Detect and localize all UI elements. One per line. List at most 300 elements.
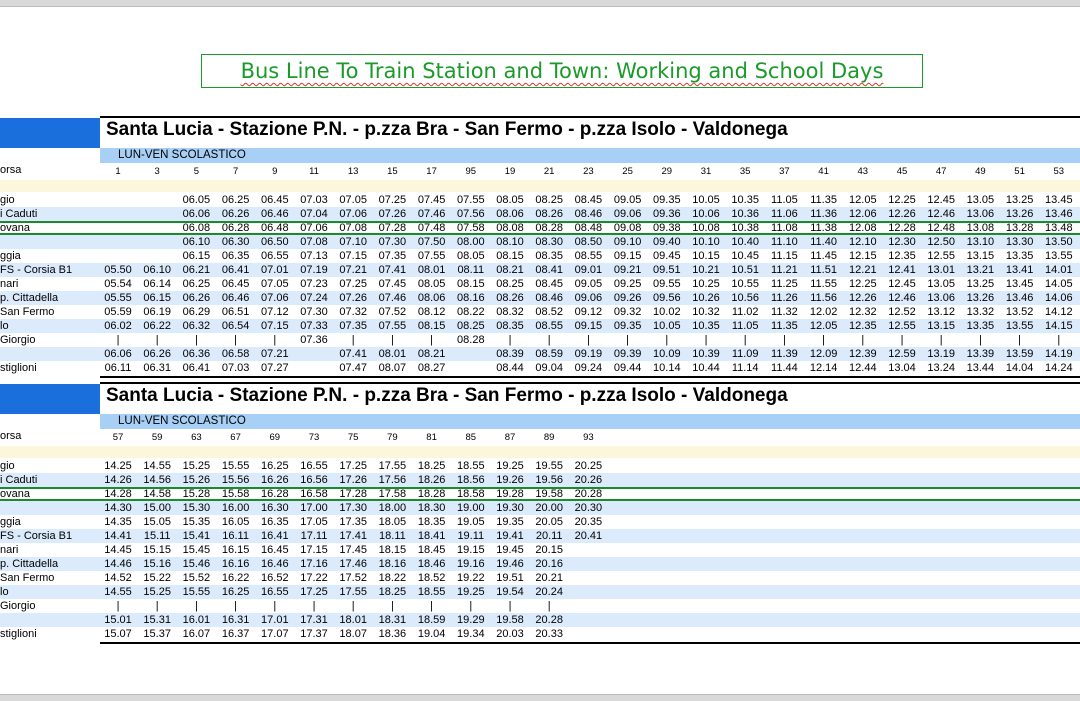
departure-time: 17.55 (339, 586, 367, 598)
departure-time: 20.41 (574, 530, 603, 542)
departure-time: 20.35 (574, 516, 603, 528)
stop-row (0, 501, 1080, 515)
departure-time: 13.41 (1005, 264, 1034, 276)
departure-time: 09.55 (653, 278, 681, 290)
departure-time: 20.15 (535, 544, 563, 556)
departure-time: 07.47 (339, 362, 367, 374)
departure-time: 07.25 (378, 194, 407, 206)
departure-time: 07.23 (300, 278, 328, 290)
departure-time: 16.30 (261, 502, 289, 514)
schedule-type-label: LUN-VEN SCOLASTICO (118, 415, 246, 427)
departure-time: 13.26 (1005, 208, 1034, 220)
departure-time: 06.51 (221, 306, 250, 318)
departure-time: 13.32 (966, 306, 995, 318)
departure-time: 17.00 (300, 502, 328, 514)
departure-time: 17.55 (378, 460, 407, 472)
stop-row (0, 487, 1080, 501)
departure-time: 06.55 (261, 250, 289, 262)
departure-time: 06.06 (182, 208, 211, 220)
departure-time: 20.28 (535, 614, 563, 626)
departure-time: 18.22 (378, 572, 407, 584)
panel-corner-block (0, 118, 100, 148)
departure-time: 12.52 (888, 306, 916, 318)
departure-time: 12.50 (927, 236, 955, 248)
departure-time: | (116, 600, 120, 612)
departure-time: 07.28 (378, 222, 407, 234)
run-number: 9 (272, 166, 278, 177)
departure-time: 09.10 (613, 236, 642, 248)
departure-time: 11.02 (731, 306, 759, 318)
departure-time: 06.21 (182, 264, 211, 276)
run-number: 41 (818, 166, 829, 177)
departure-time: | (978, 334, 982, 346)
departure-time: 16.31 (221, 614, 250, 626)
departure-time: 15.25 (182, 460, 211, 472)
departure-time: | (312, 600, 316, 612)
run-number: 47 (935, 166, 947, 177)
departure-time: 10.06 (692, 208, 720, 220)
departure-time: 14.04 (1005, 362, 1034, 374)
stop-row (0, 361, 1080, 375)
departure-time: 15.58 (221, 488, 250, 500)
departure-time: 15.25 (143, 586, 171, 598)
departure-time: 08.06 (496, 208, 524, 220)
departure-time: 07.41 (378, 264, 407, 276)
departure-time: 16.05 (221, 516, 250, 528)
run-number: 25 (622, 166, 633, 177)
departure-time: 20.11 (535, 530, 563, 542)
departure-time: 06.26 (143, 348, 171, 360)
stop-name: p. Cittadella (0, 558, 59, 570)
departure-time: 08.55 (574, 250, 603, 262)
departure-time: 19.25 (457, 586, 485, 598)
stop-name: Giorgio (0, 334, 36, 346)
departure-time: 06.05 (182, 194, 211, 206)
departure-time: 18.55 (457, 460, 485, 472)
departure-time: 14.15 (1045, 320, 1073, 332)
departure-time: 16.11 (222, 530, 249, 542)
departure-time: 10.32 (692, 306, 720, 318)
departure-time: 14.56 (143, 474, 171, 486)
departure-time: 08.26 (535, 208, 563, 220)
departure-time: 08.06 (417, 292, 446, 304)
departure-time: 19.00 (457, 502, 485, 514)
departure-time: 08.01 (417, 264, 446, 276)
departure-time: 07.45 (417, 194, 446, 206)
departure-time: 11.51 (810, 264, 837, 276)
stop-name: gio (0, 194, 15, 206)
departure-time: 07.03 (300, 194, 328, 206)
departure-time: 08.45 (535, 278, 563, 290)
departure-time: 09.32 (613, 306, 642, 318)
departure-time: 06.46 (221, 292, 250, 304)
departure-time: 06.02 (104, 320, 132, 332)
run-number: 7 (232, 166, 239, 177)
departure-time: 17.37 (300, 628, 328, 640)
departure-time: 12.21 (849, 264, 877, 276)
departure-time: 08.25 (496, 278, 524, 290)
departure-time: 07.04 (300, 208, 328, 220)
departure-time: 06.58 (221, 348, 250, 360)
window-top-border (0, 0, 1080, 7)
departure-time: 11.25 (771, 278, 798, 290)
stop-row (0, 291, 1080, 305)
departure-time: 17.31 (300, 614, 328, 626)
departure-time: | (155, 334, 159, 346)
departure-time: | (900, 334, 904, 346)
stop-row (0, 613, 1080, 627)
departure-time: 10.35 (692, 320, 720, 332)
departure-time: 17.26 (339, 474, 367, 486)
departure-time: 10.05 (692, 194, 720, 206)
stop-name: gio (0, 460, 15, 472)
departure-time: 13.45 (1045, 194, 1073, 206)
departure-time: 15.55 (182, 586, 211, 598)
departure-time: 08.22 (457, 306, 485, 318)
run-number: 79 (387, 432, 398, 443)
departure-time: 20.05 (535, 516, 563, 528)
departure-time: 17.46 (339, 558, 367, 570)
departure-time: 11.32 (771, 306, 798, 318)
run-number: 51 (1014, 166, 1025, 177)
run-header-label: orsa (0, 164, 22, 176)
departure-time: 20.21 (535, 572, 563, 584)
departure-time: 06.26 (182, 292, 211, 304)
departure-time: 15.30 (182, 502, 211, 514)
departure-time: 11.06 (771, 208, 798, 220)
departure-time: 15.35 (182, 516, 211, 528)
stop-row (0, 515, 1080, 529)
departure-time: 13.50 (1045, 236, 1073, 248)
departure-time: 08.46 (535, 292, 563, 304)
departure-time: | (234, 334, 238, 346)
departure-time: 18.35 (417, 516, 446, 528)
departure-time: 10.44 (692, 362, 720, 374)
departure-time: 15.11 (143, 530, 171, 542)
departure-time: 16.22 (221, 572, 250, 584)
departure-time: 09.12 (574, 306, 603, 318)
run-number: 85 (465, 432, 477, 443)
departure-time: | (626, 334, 630, 346)
departure-time: 11.09 (731, 348, 759, 360)
departure-time: 07.33 (300, 320, 328, 332)
departure-time: 11.56 (810, 292, 837, 304)
stop-row (0, 333, 1080, 347)
departure-time: 09.15 (613, 250, 642, 262)
departure-time: 11.14 (731, 362, 759, 374)
departure-time: 05.50 (104, 264, 132, 276)
departure-time: 13.05 (927, 278, 955, 290)
departure-time: 15.01 (104, 614, 132, 626)
run-number: 17 (426, 166, 437, 177)
departure-time: 07.55 (457, 194, 485, 206)
departure-time: 11.26 (771, 292, 798, 304)
panel-title: Santa Lucia - Stazione P.N. - p.zza Bra - San Fermo - p.zza Isolo - Valdonega (106, 119, 788, 140)
timetable-panel-1 (0, 116, 1080, 378)
departure-time: 07.30 (300, 306, 328, 318)
departure-time: 12.26 (849, 292, 877, 304)
departure-time: 13.35 (1005, 250, 1034, 262)
departure-time: 07.48 (417, 222, 446, 234)
departure-time: 12.46 (888, 292, 916, 304)
departure-time: 16.52 (261, 572, 289, 584)
departure-time: 16.01 (182, 614, 211, 626)
departure-time: 12.45 (927, 194, 955, 206)
departure-time: | (547, 334, 551, 346)
departure-time: 08.15 (496, 250, 524, 262)
departure-time: 08.08 (496, 222, 524, 234)
departure-time: 08.25 (535, 194, 563, 206)
departure-time: 18.26 (417, 474, 446, 486)
departure-time: 14.19 (1045, 348, 1073, 360)
departure-time: 18.11 (379, 530, 406, 542)
departure-time: 19.16 (457, 558, 485, 570)
departure-time: 16.35 (261, 516, 289, 528)
departure-time: 17.07 (261, 628, 289, 640)
departure-time: 13.55 (1045, 250, 1073, 262)
departure-time: 12.10 (849, 236, 877, 248)
stop-name: ovana (0, 488, 30, 500)
departure-time: | (1018, 334, 1022, 346)
departure-time: 10.15 (692, 250, 720, 262)
departure-time: 07.55 (417, 250, 446, 262)
departure-time: 09.35 (613, 320, 642, 332)
header-spacer-band (0, 446, 1080, 458)
departure-time: 11.15 (771, 250, 798, 262)
departure-time: 13.35 (966, 320, 995, 332)
timetable-panel-2 (0, 382, 1080, 644)
departure-time: 12.55 (888, 320, 916, 332)
departure-time: 10.25 (692, 278, 720, 290)
departure-time: 10.39 (692, 348, 720, 360)
departure-time: 18.31 (378, 614, 407, 626)
run-number: 1 (115, 166, 121, 177)
departure-time: 08.15 (417, 320, 446, 332)
departure-time: 12.35 (849, 320, 877, 332)
departure-time: 11.10 (771, 236, 798, 248)
departure-time: 17.35 (339, 516, 367, 528)
departure-time: 07.45 (378, 278, 407, 290)
departure-time: 07.05 (261, 278, 289, 290)
panel-title: Santa Lucia - Stazione P.N. - p.zza Bra - San Fermo - p.zza Isolo - Valdonega (106, 385, 788, 406)
departure-time: 18.07 (339, 628, 367, 640)
departure-time: 06.28 (221, 222, 250, 234)
departure-time: 11.35 (771, 320, 798, 332)
stop-row (0, 627, 1080, 641)
departure-time: | (939, 334, 943, 346)
departure-time: 19.30 (496, 502, 524, 514)
run-number: 5 (193, 166, 200, 177)
departure-time: 07.26 (339, 292, 367, 304)
departure-time: 14.05 (1045, 278, 1073, 290)
departure-time: 07.35 (339, 320, 367, 332)
departure-time: 18.28 (417, 488, 446, 500)
departure-time: 14.06 (1045, 292, 1073, 304)
departure-time: | (390, 334, 394, 346)
departure-time: 15.45 (182, 544, 211, 556)
departure-time: 07.35 (378, 250, 407, 262)
departure-time: 11.38 (810, 222, 837, 234)
stop-row (0, 585, 1080, 599)
departure-time: 18.58 (457, 488, 485, 500)
departure-time: 13.44 (966, 362, 995, 374)
departure-time: 09.45 (653, 250, 681, 262)
departure-time: 12.26 (888, 208, 916, 220)
departure-time: 12.28 (888, 222, 916, 234)
departure-time: 19.22 (457, 572, 485, 584)
departure-time: 15.28 (182, 488, 211, 500)
departure-time: 10.56 (731, 292, 759, 304)
departure-time: 17.56 (378, 474, 407, 486)
departure-time: 09.38 (653, 222, 681, 234)
departure-time: 09.01 (574, 264, 603, 276)
departure-time: 07.06 (300, 222, 328, 234)
departure-time: | (508, 334, 512, 346)
departure-time: | (586, 334, 590, 346)
departure-time: 18.56 (457, 474, 485, 486)
departure-time: 12.30 (888, 236, 916, 248)
departure-time: 17.01 (261, 614, 289, 626)
departure-time: 10.51 (731, 264, 759, 276)
departure-time: 07.26 (378, 208, 407, 220)
departure-time: 13.10 (966, 236, 995, 248)
departure-time: 07.06 (261, 292, 289, 304)
departure-time: 07.52 (378, 306, 407, 318)
departure-time: 14.12 (1045, 306, 1073, 318)
departure-time: 16.25 (221, 586, 250, 598)
departure-time: | (1057, 334, 1061, 346)
stop-row (0, 599, 1080, 613)
departure-time: 08.21 (496, 264, 524, 276)
stop-row (0, 263, 1080, 277)
departure-time: 19.15 (457, 544, 485, 556)
departure-time: | (743, 334, 747, 346)
departure-time: 08.07 (378, 362, 407, 374)
departure-time: 10.10 (692, 236, 720, 248)
run-number: 53 (1053, 166, 1065, 177)
stop-name: ggia (0, 250, 21, 262)
departure-time: 07.36 (300, 334, 328, 346)
departure-time: 10.45 (731, 250, 759, 262)
departure-time: 13.12 (927, 306, 955, 318)
stop-name: nari (0, 278, 19, 290)
departure-time: 14.25 (104, 460, 132, 472)
panel-top-border (100, 382, 1080, 384)
stop-row (0, 571, 1080, 585)
departure-time: 10.21 (692, 264, 720, 276)
departure-time: 08.15 (457, 278, 485, 290)
departure-time: 13.19 (927, 348, 955, 360)
run-number: 95 (465, 166, 477, 177)
departure-time: | (273, 600, 277, 612)
run-number: 89 (543, 432, 555, 443)
departure-time: 17.41 (339, 530, 367, 542)
departure-time: 12.09 (809, 348, 838, 360)
departure-time: 08.45 (574, 194, 603, 206)
departure-time: 10.08 (692, 222, 720, 234)
departure-time: 14.24 (1045, 362, 1073, 374)
departure-time: 08.11 (457, 264, 485, 276)
departure-time: 09.05 (574, 278, 603, 290)
departure-time: | (273, 334, 277, 346)
departure-time: 14.35 (104, 516, 132, 528)
departure-time: 09.36 (653, 208, 681, 220)
departure-time: 20.24 (535, 586, 563, 598)
departure-time: 13.26 (966, 292, 995, 304)
departure-time: 13.15 (966, 250, 995, 262)
departure-time: 16.55 (300, 460, 328, 472)
departure-time: 11.21 (771, 264, 798, 276)
departure-time: 10.26 (692, 292, 720, 304)
departure-time: 08.59 (535, 348, 563, 360)
departure-time: 06.11 (104, 362, 132, 374)
departure-time: 20.28 (574, 488, 603, 500)
departure-time: 12.25 (849, 278, 877, 290)
departure-time: 14.30 (104, 502, 132, 514)
departure-time: 08.28 (535, 222, 563, 234)
departure-time: 08.55 (535, 320, 563, 332)
departure-time: 20.33 (535, 628, 563, 640)
departure-time: 14.58 (143, 488, 171, 500)
departure-time: 19.04 (417, 628, 446, 640)
departure-time: 08.35 (496, 320, 524, 332)
departure-time: 09.44 (613, 362, 642, 374)
departure-time: 11.45 (810, 250, 837, 262)
departure-time: 12.25 (888, 194, 916, 206)
departure-time: 20.03 (496, 628, 524, 640)
stop-row (0, 277, 1080, 291)
departure-time: 09.04 (535, 362, 563, 374)
departure-time: 07.46 (378, 292, 407, 304)
departure-time: 15.56 (221, 474, 250, 486)
departure-time: 08.32 (496, 306, 524, 318)
departure-time: 19.56 (535, 474, 563, 486)
departure-time: 06.06 (104, 348, 132, 360)
departure-time: 09.39 (613, 348, 642, 360)
departure-time: 14.45 (104, 544, 132, 556)
stop-name: FS - Corsia B1 (0, 530, 73, 542)
departure-time: 09.08 (613, 222, 642, 234)
departure-time: 06.29 (182, 306, 211, 318)
departure-time: 18.30 (417, 502, 446, 514)
departure-time: 15.05 (143, 516, 171, 528)
departure-time: 07.46 (417, 208, 446, 220)
stop-name: i Caduti (0, 474, 38, 486)
departure-time: 10.40 (731, 236, 759, 248)
departure-time: 11.35 (810, 194, 837, 206)
departure-time: 06.14 (143, 278, 171, 290)
departure-time: 07.50 (417, 236, 446, 248)
departure-time: 19.58 (535, 488, 563, 500)
departure-time: 08.25 (457, 320, 485, 332)
departure-time: 13.48 (1045, 222, 1073, 234)
departure-time: 14.26 (104, 474, 132, 486)
departure-time: 08.28 (457, 334, 485, 346)
departure-time: 06.15 (143, 292, 171, 304)
run-numbers-row (0, 432, 1080, 446)
departure-time: 07.08 (300, 236, 328, 248)
departure-time: 08.35 (535, 250, 563, 262)
run-number: 45 (896, 166, 908, 177)
departure-time: 08.00 (457, 236, 485, 248)
departure-time: 06.41 (221, 264, 250, 276)
panel-corner-block (0, 384, 100, 414)
departure-time: 12.32 (849, 306, 877, 318)
departure-time: 19.26 (496, 474, 524, 486)
departure-time: | (469, 600, 473, 612)
departure-time: 19.45 (496, 544, 524, 556)
departure-time: 06.50 (261, 236, 289, 248)
